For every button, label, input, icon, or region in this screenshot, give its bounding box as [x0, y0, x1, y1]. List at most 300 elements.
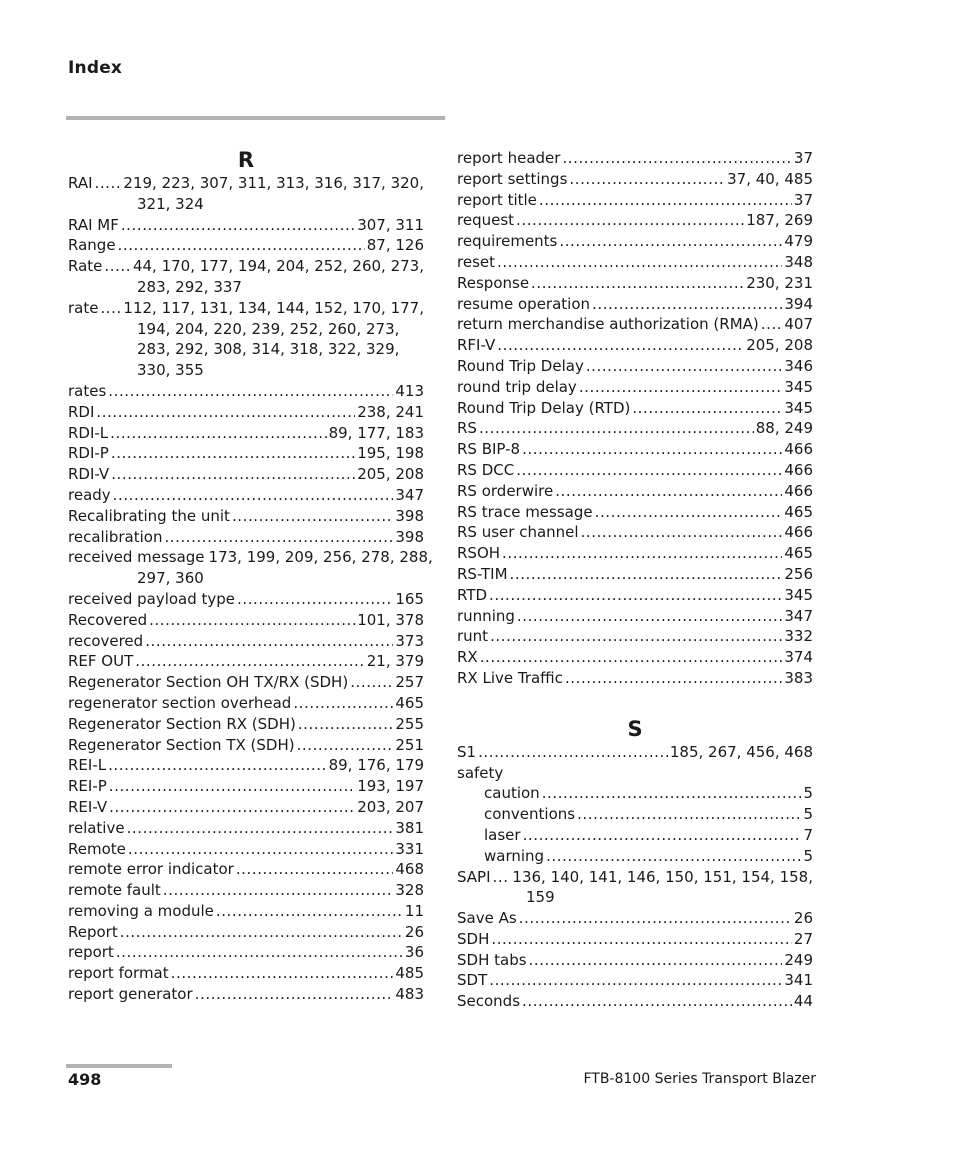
index-entry: [68, 298, 424, 319]
index-term: REF OUT: [68, 652, 134, 671]
index-page-refs-continued: 283, 292, 308, 314, 318, 322, 329,: [137, 340, 400, 359]
index-column-left: [68, 148, 433, 1005]
dot-leader: [529, 950, 783, 971]
index-term: RS-TIM: [457, 564, 508, 583]
index-term: RS: [457, 419, 477, 438]
index-term: report header: [457, 149, 561, 167]
index-term: caution: [484, 784, 540, 803]
index-term: conventions: [484, 805, 576, 824]
dot-leader: [522, 439, 782, 460]
index-entry: [68, 714, 424, 735]
index-entry: [457, 804, 813, 825]
index-page-refs: 26: [404, 922, 424, 941]
index-page-refs: 230, 231: [746, 273, 813, 292]
index-term: Report: [68, 922, 118, 941]
index-entry: [457, 148, 813, 169]
index-page-refs: 44, 170, 177, 194, 204, 252, 260, 273,: [132, 257, 424, 276]
dot-leader: [490, 626, 782, 647]
index-term: regenerator section overhead: [68, 693, 292, 712]
dot-leader: [237, 589, 393, 610]
index-entry: [457, 210, 813, 231]
dot-leader: [109, 797, 355, 818]
index-entry: [68, 464, 424, 485]
index-term: RAI MF: [68, 215, 119, 234]
index-term: REI-P: [68, 777, 107, 796]
index-term: RDI-V: [68, 465, 110, 484]
index-entry: [457, 929, 813, 950]
index-page-refs: 7: [803, 825, 813, 844]
index-term: RDI: [68, 402, 95, 421]
index-page-refs: 173, 199, 209, 256, 278, 288,: [208, 548, 433, 567]
index-page-refs: 479: [784, 232, 813, 251]
index-entry: [457, 398, 813, 419]
index-entry: [68, 235, 424, 256]
index-term: REI-V: [68, 797, 108, 816]
index-page-refs: 193, 197: [357, 777, 424, 796]
index-term: RX: [457, 648, 478, 667]
index-entry: [68, 735, 424, 756]
dot-leader: [110, 423, 326, 444]
index-term: report generator: [68, 985, 193, 1004]
dot-leader: [531, 273, 744, 294]
index-page-refs: 407: [784, 315, 813, 334]
index-term: RDI-P: [68, 444, 109, 463]
dot-leader: [96, 402, 355, 423]
index-entry: [457, 543, 813, 564]
index-term: report: [68, 943, 114, 962]
index-entry: [68, 173, 424, 194]
index-page-refs: 205, 208: [746, 336, 813, 355]
index-entry: [457, 783, 813, 804]
index-term: Recalibrating the unit: [68, 506, 230, 525]
index-term: RS user channel: [457, 523, 579, 542]
index-entry: [457, 742, 813, 763]
index-term: rates: [68, 381, 107, 400]
index-page-refs: 307, 311: [357, 215, 424, 234]
index-entry: [68, 381, 424, 402]
index-page-refs: 37, 40, 485: [727, 169, 813, 188]
index-term: RSOH: [457, 544, 501, 563]
index-page-refs: 36: [404, 943, 424, 962]
section-letter-s: S: [627, 716, 643, 741]
document-title: FTB-8100 Series Transport Blazer: [583, 1071, 816, 1087]
index-page-refs: 466: [784, 481, 813, 500]
index-entry: [68, 527, 424, 548]
index-page-refs: 347: [395, 485, 424, 504]
index-page-refs: 101, 378: [357, 610, 424, 629]
index-page-refs: 348: [784, 252, 813, 271]
dot-leader: [149, 610, 355, 631]
index-entry: [457, 418, 813, 439]
index-entry: [457, 668, 813, 689]
index-entry: [457, 585, 813, 606]
header-rule: [66, 116, 445, 120]
index-page-refs: 26: [793, 909, 813, 928]
index-term: recovered: [68, 631, 144, 650]
index-term: resume operation: [457, 294, 591, 313]
index-entry: [68, 818, 424, 839]
index-entries-s: [457, 742, 813, 1012]
index-entry: [457, 991, 813, 1012]
dot-leader: [293, 693, 393, 714]
index-page-refs: 21, 379: [366, 652, 424, 671]
index-entry: [68, 485, 424, 506]
dot-leader: [171, 963, 394, 984]
index-term: requirements: [457, 232, 558, 251]
index-page-refs: 346: [784, 356, 813, 375]
index-entry: [457, 502, 813, 523]
dot-leader: [95, 173, 122, 194]
dot-leader: [489, 970, 782, 991]
index-entry: [68, 256, 424, 277]
index-entry: [68, 423, 424, 444]
dot-leader: [164, 527, 393, 548]
index-term: SDH: [457, 929, 490, 948]
index-term: remote error indicator: [68, 860, 234, 879]
dot-leader: [116, 942, 403, 963]
dot-leader: [195, 984, 394, 1005]
index-entry: [457, 231, 813, 252]
index-page-refs: 89, 176, 179: [328, 756, 424, 775]
index-page-refs: 483: [395, 985, 424, 1004]
index-page-refs: 394: [784, 294, 813, 313]
index-page-refs: 465: [784, 544, 813, 563]
dot-leader: [113, 485, 394, 506]
dot-leader: [232, 506, 393, 527]
index-entry: [68, 610, 424, 631]
index-term: reset: [457, 252, 495, 271]
dot-leader: [127, 818, 394, 839]
index-term: return merchandise authorization (RMA): [457, 315, 759, 334]
index-column-right: [457, 148, 813, 1012]
index-page-refs: 5: [803, 784, 813, 803]
index-page-refs-continued: 283, 292, 337: [137, 277, 242, 296]
dot-leader: [128, 839, 393, 860]
dot-leader: [586, 356, 783, 377]
index-entry: [68, 215, 424, 236]
index-term: Rate: [68, 257, 103, 276]
index-page-refs: 185, 267, 456, 468: [669, 742, 813, 761]
index-term: REI-L: [68, 756, 107, 775]
index-entry: [457, 522, 813, 543]
index-term: Recovered: [68, 610, 148, 629]
dot-leader: [480, 647, 783, 668]
index-page-refs: 466: [784, 460, 813, 479]
index-term: round trip delay: [457, 377, 577, 396]
index-term: remote fault: [68, 881, 161, 900]
dot-leader: [297, 735, 394, 756]
dot-leader: [479, 418, 754, 439]
index-page-refs: 37: [793, 190, 813, 209]
index-page-refs: 485: [395, 964, 424, 983]
index-term: laser: [484, 825, 521, 844]
index-entry: [457, 252, 813, 273]
index-term: report title: [457, 190, 537, 209]
index-term: RS orderwire: [457, 481, 554, 500]
index-page-refs: 112, 117, 131, 134, 144, 152, 170, 177,: [123, 298, 424, 317]
index-entry: [457, 970, 813, 991]
index-page-refs: 195, 198: [357, 444, 424, 463]
index-page-refs-continued: 321, 324: [137, 194, 204, 213]
index-term: RS DCC: [457, 460, 515, 479]
index-entry: [457, 190, 813, 211]
index-page-refs: 203, 207: [357, 797, 424, 816]
index-term: running: [457, 606, 515, 625]
index-term: RFI-V: [457, 336, 496, 355]
dot-leader: [577, 804, 801, 825]
index-term: warning: [484, 846, 545, 865]
index-entry: [457, 626, 813, 647]
index-page-refs: 373: [395, 631, 424, 650]
index-term: Regenerator Section TX (SDH): [68, 735, 295, 754]
index-page-refs: 398: [395, 506, 424, 525]
dot-leader: [236, 859, 394, 880]
index-page-refs: 37: [793, 149, 813, 167]
dot-leader: [502, 543, 782, 564]
index-entry: [68, 443, 424, 464]
index-page-refs: 11: [404, 901, 424, 920]
index-entry: [68, 797, 424, 818]
index-page-refs: 466: [784, 440, 813, 459]
dot-leader: [595, 502, 783, 523]
dot-leader: [510, 564, 783, 585]
index-entry: [457, 908, 813, 929]
index-term: S1: [457, 742, 477, 761]
index-page-refs: 468: [395, 860, 424, 879]
dot-leader: [108, 381, 393, 402]
index-entry: [68, 839, 424, 860]
section-letter-r: R: [237, 148, 255, 172]
index-entry: [457, 606, 813, 627]
index-page-refs: 383: [784, 668, 813, 687]
index-entry: [68, 693, 424, 714]
running-header-title: Index: [68, 58, 123, 78]
index-term: Regenerator Section RX (SDH): [68, 714, 296, 733]
index-page-refs: 5: [803, 846, 813, 865]
index-entry: [457, 439, 813, 460]
index-entries-r-right: [457, 148, 813, 689]
index-entry: [68, 901, 424, 922]
index-page-refs: 381: [395, 818, 424, 837]
dot-leader: [559, 231, 782, 252]
index-page-refs: 345: [784, 585, 813, 604]
index-entry: [68, 589, 424, 610]
index-term: RAI: [68, 174, 93, 192]
index-term: Round Trip Delay (RTD): [457, 398, 631, 417]
index-entry: [457, 273, 813, 294]
index-entry: [457, 481, 813, 502]
index-page-refs: 89, 177, 183: [328, 423, 424, 442]
index-page-refs: 87, 126: [366, 236, 424, 255]
index-entry: [457, 647, 813, 668]
index-term: Range: [68, 236, 116, 255]
index-page-refs: 398: [395, 527, 424, 546]
page-number: 498: [68, 1070, 102, 1089]
index-entry: [68, 963, 424, 984]
index-term: SDH tabs: [457, 950, 527, 969]
dot-leader: [493, 867, 511, 888]
index-page-refs: 187, 269: [746, 211, 813, 230]
index-term: Save As: [457, 909, 517, 928]
index-entry: [457, 763, 813, 784]
index-term: runt: [457, 627, 489, 646]
index-entry: [457, 846, 813, 867]
index-entry: [68, 402, 424, 423]
index-page-refs: 256: [784, 564, 813, 583]
dot-leader: [522, 991, 792, 1012]
index-page-refs: 255: [395, 714, 424, 733]
dot-leader: [542, 783, 802, 804]
dot-leader: [579, 377, 783, 398]
index-entry: [457, 564, 813, 585]
dot-leader: [519, 908, 792, 929]
index-page-refs: 165: [395, 589, 424, 608]
dot-leader: [104, 256, 131, 277]
index-entry: [457, 356, 813, 377]
dot-leader: [163, 880, 394, 901]
index-entry: [68, 776, 424, 797]
index-page-refs: 413: [395, 381, 424, 400]
dot-leader: [491, 929, 792, 950]
index-term: received payload type: [68, 589, 236, 608]
dot-leader: [497, 335, 744, 356]
dot-leader: [581, 522, 783, 543]
index-page-refs: 345: [784, 377, 813, 396]
dot-leader: [135, 651, 364, 672]
dot-leader: [517, 606, 782, 627]
index-page-refs: 341: [784, 971, 813, 990]
index-term: relative: [68, 818, 125, 837]
index-entry: [68, 880, 424, 901]
index-term: removing a module: [68, 901, 214, 920]
index-term: received message: [68, 548, 205, 567]
section-gap: [457, 689, 813, 717]
index-page-refs: 88, 249: [755, 419, 813, 438]
index-page-refs: 332: [784, 627, 813, 646]
index-entry: [457, 867, 813, 888]
dot-leader: [516, 460, 782, 481]
dot-leader: [516, 210, 744, 231]
dot-leader: [298, 714, 394, 735]
index-term: ready: [68, 485, 111, 504]
dot-leader: [100, 298, 121, 319]
dot-leader: [111, 443, 355, 464]
index-entry: [68, 672, 424, 693]
dot-leader: [489, 585, 782, 606]
dot-leader: [523, 825, 802, 846]
dot-leader: [569, 169, 725, 190]
index-page-refs: 257: [395, 673, 424, 692]
dot-leader: [555, 481, 782, 502]
index-page-refs-continued: 297, 360: [137, 569, 204, 588]
dot-leader: [350, 672, 393, 693]
index-term: RDI-L: [68, 423, 109, 442]
index-entry: [457, 314, 813, 335]
index-page-refs: 5: [803, 805, 813, 824]
dot-leader: [120, 922, 403, 943]
index-term: RTD: [457, 585, 488, 604]
index-page-refs-continued: 159: [526, 888, 555, 907]
index-page-refs: 44: [793, 992, 813, 1011]
index-page-refs: 251: [395, 735, 424, 754]
index-term: RS BIP-8: [457, 440, 521, 459]
index-entry: [457, 825, 813, 846]
index-term: Seconds: [457, 992, 521, 1011]
index-entry: [68, 942, 424, 963]
index-entry: [457, 377, 813, 398]
index-page-refs: 249: [784, 950, 813, 969]
index-page-refs: 205, 208: [357, 465, 424, 484]
index-term: Regenerator Section OH TX/RX (SDH): [68, 673, 349, 692]
dot-leader: [562, 148, 791, 169]
index-entry: [68, 859, 424, 880]
index-entry: [457, 335, 813, 356]
dot-leader: [216, 901, 403, 922]
index-term: safety: [457, 763, 504, 782]
index-page-refs: 466: [784, 523, 813, 542]
index-term: SDT: [457, 971, 488, 990]
index-page-refs: 331: [395, 839, 424, 858]
index-entry: [68, 631, 424, 652]
index-page-refs: 374: [784, 648, 813, 667]
index-page-refs: 219, 223, 307, 311, 313, 316, 317, 320,: [123, 174, 424, 192]
index-entry: [68, 547, 433, 568]
index-entry: [457, 169, 813, 190]
index-page-refs: 238, 241: [357, 402, 424, 421]
index-page-refs: 345: [784, 398, 813, 417]
index-entries-r-left: [68, 173, 433, 1005]
index-entry: [68, 506, 424, 527]
index-entry: [68, 984, 424, 1005]
index-term: request: [457, 211, 515, 230]
footer-rule: [66, 1064, 172, 1068]
index-page-refs-continued: 194, 204, 220, 239, 252, 260, 273,: [137, 319, 400, 338]
dot-leader: [761, 314, 783, 335]
index-term: RX Live Traffic: [457, 668, 563, 687]
index-term: report settings: [457, 169, 568, 188]
index-entry: [457, 950, 813, 971]
dot-leader: [592, 294, 782, 315]
index-term: Remote: [68, 839, 126, 858]
index-term: report format: [68, 964, 169, 983]
index-entry: [68, 922, 424, 943]
index-page-refs: 347: [784, 606, 813, 625]
index-page-refs: 465: [395, 693, 424, 712]
dot-leader: [497, 252, 782, 273]
index-term: SAPI: [457, 867, 491, 886]
index-page-refs: 465: [784, 502, 813, 521]
index-entry: [68, 755, 424, 776]
dot-leader: [108, 755, 326, 776]
dot-leader: [121, 215, 355, 236]
dot-leader: [145, 631, 393, 652]
index-term: rate: [68, 298, 99, 317]
index-page-refs: 136, 140, 141, 146, 150, 151, 154, 158,: [512, 867, 813, 886]
index-entry: [68, 651, 424, 672]
dot-leader: [546, 846, 801, 867]
index-page-refs-continued: 330, 355: [137, 361, 204, 380]
dot-leader: [109, 776, 355, 797]
index-term: Round Trip Delay: [457, 356, 584, 375]
dot-leader: [632, 398, 782, 419]
index-term: Response: [457, 273, 530, 292]
dot-leader: [478, 742, 668, 763]
dot-leader: [118, 235, 365, 256]
index-entry: [457, 294, 813, 315]
index-page-refs: 27: [793, 929, 813, 948]
dot-leader: [111, 464, 355, 485]
index-term: RS trace message: [457, 502, 593, 521]
